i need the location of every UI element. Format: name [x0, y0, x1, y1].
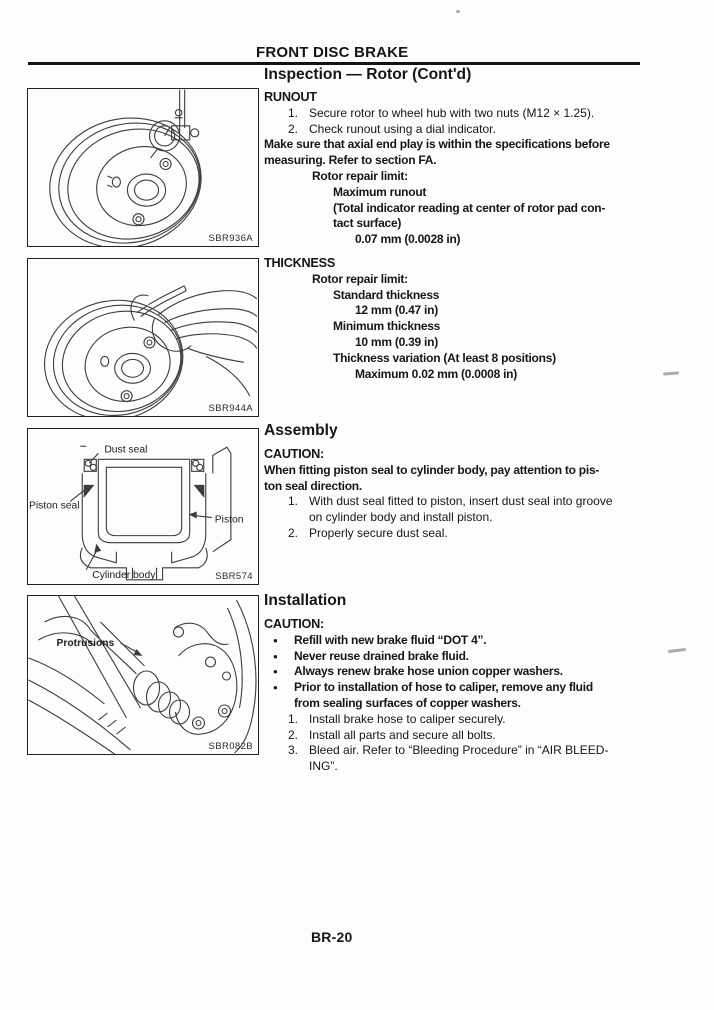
- step-text: With dust seal fitted to piston, insert dust seal into groove: [309, 494, 613, 509]
- thickness-std-value: 12 mm (0.47 in): [355, 303, 438, 318]
- step-number: 2.: [288, 121, 299, 136]
- runout-spec-label: Rotor repair limit:: [312, 168, 408, 183]
- label-cylinder-body: Cylinder body: [92, 569, 156, 581]
- step-text: Properly secure dust seal.: [309, 525, 448, 540]
- bullet-text: Always renew brake hose union copper washers.: [294, 664, 563, 679]
- step-text: Install all parts and secure all bolts.: [309, 727, 496, 742]
- runout-step-1: [264, 106, 684, 122]
- assembly-caution-line-1: When fitting piston seal to cylinder body, pay attention to pis-: [264, 462, 600, 477]
- step-number: 1.: [288, 711, 299, 726]
- installation-caution-label: CAUTION:: [264, 617, 325, 631]
- runout-spec-paren-1: (Total indicator reading at center of rotor pad con-: [333, 200, 606, 215]
- runout-spec-paren-2: tact surface): [333, 216, 402, 231]
- installation-bullet-4-cont: from sealing surfaces of copper washers.: [294, 695, 521, 710]
- section-title-assembly: Assembly: [264, 422, 338, 439]
- header-rule: [28, 62, 640, 65]
- runout-note-line-1: Make sure that axial end play is within the specifications before: [264, 137, 610, 152]
- installation-step-3: [264, 743, 684, 759]
- section-title-inspection: Inspection — Rotor (Cont'd): [264, 66, 472, 83]
- thickness-var-value: Maximum 0.02 mm (0.0008 in): [355, 366, 517, 381]
- figure-caliper-section: [27, 428, 259, 585]
- assembly-step-1-cont: on cylinder body and install piston.: [309, 510, 493, 525]
- rotor-dial-indicator-drawing: [28, 89, 258, 246]
- runout-spec-name: Maximum runout: [333, 184, 427, 199]
- bullet-icon: ●: [273, 651, 278, 661]
- label-piston-seal: Piston seal: [29, 500, 80, 512]
- installation-bullet-1: [264, 633, 684, 649]
- figure-installation: [27, 595, 259, 755]
- bullet-icon: ●: [273, 635, 278, 645]
- runout-section: [264, 90, 684, 248]
- thickness-heading: THICKNESS: [264, 256, 336, 270]
- scan-speck: [456, 10, 460, 13]
- bullet-icon: ●: [273, 667, 278, 677]
- assembly-caution-label: CAUTION:: [264, 447, 325, 461]
- thickness-spec-label: Rotor repair limit:: [312, 271, 408, 286]
- installation-step-2: [264, 728, 684, 744]
- caliper-cross-section-drawing: [28, 429, 258, 584]
- thickness-min-name: Minimum thickness: [333, 319, 441, 334]
- bullet-icon: ●: [273, 683, 278, 693]
- figure-code-caliper: SBR574: [215, 571, 253, 582]
- thickness-std-name: Standard thickness: [333, 287, 440, 302]
- step-number: 1.: [288, 494, 299, 509]
- label-piston: Piston: [214, 514, 244, 526]
- installation-section: [264, 617, 684, 775]
- figure-thickness: [27, 258, 259, 417]
- figure-code-installation: SBR082B: [208, 741, 253, 752]
- installation-bullet-4: [264, 680, 684, 696]
- installation-step-1: [264, 712, 684, 728]
- suspension-caliper-drawing: [28, 596, 258, 754]
- rotor-micrometer-drawing: [28, 259, 258, 416]
- figure-code-thickness: SBR944A: [208, 403, 253, 414]
- runout-step-2: [264, 122, 684, 138]
- section-title-installation: Installation: [264, 592, 347, 609]
- figure-runout: [27, 88, 259, 247]
- runout-heading: RUNOUT: [264, 90, 317, 104]
- runout-spec-value: 0.07 mm (0.0028 in): [355, 232, 461, 247]
- assembly-step-2: [264, 526, 684, 542]
- label-dust-seal: Dust seal: [104, 444, 148, 456]
- step-text: Install brake hose to caliper securely.: [309, 711, 506, 726]
- thickness-min-value: 10 mm (0.39 in): [355, 334, 438, 349]
- runout-note-line-2: measuring. Refer to section FA.: [264, 153, 437, 168]
- step-number: 3.: [288, 743, 299, 758]
- page-number: BR-20: [311, 929, 353, 945]
- installation-step-3-cont: ING”.: [309, 759, 338, 774]
- step-text: Bleed air. Refer to “Bleeding Procedure” in “AIR BLEED-: [309, 743, 609, 758]
- assembly-caution-line-2: ton seal direction.: [264, 478, 362, 493]
- page-title: FRONT DISC BRAKE: [256, 44, 409, 61]
- step-number: 2.: [288, 525, 299, 540]
- installation-bullet-2: [264, 649, 684, 665]
- bullet-text: Never reuse drained brake fluid.: [294, 648, 469, 663]
- step-text: Check runout using a dial indicator.: [309, 121, 496, 136]
- assembly-section: [264, 447, 684, 542]
- installation-bullet-3: [264, 664, 684, 680]
- thickness-var-name: Thickness variation (At least 8 positions): [333, 350, 556, 365]
- assembly-step-1: [264, 494, 684, 510]
- label-protrusions: Protrusions: [56, 638, 115, 649]
- step-number: 2.: [288, 727, 299, 742]
- thickness-section: [264, 256, 684, 382]
- step-text: Secure rotor to wheel hub with two nuts (M12 × 1.25).: [309, 105, 595, 120]
- figure-code-runout: SBR936A: [208, 233, 253, 244]
- step-number: 1.: [288, 105, 299, 120]
- bullet-text: Refill with new brake fluid “DOT 4”.: [294, 632, 487, 647]
- bullet-text: Prior to installation of hose to caliper, remove any fluid: [294, 680, 593, 695]
